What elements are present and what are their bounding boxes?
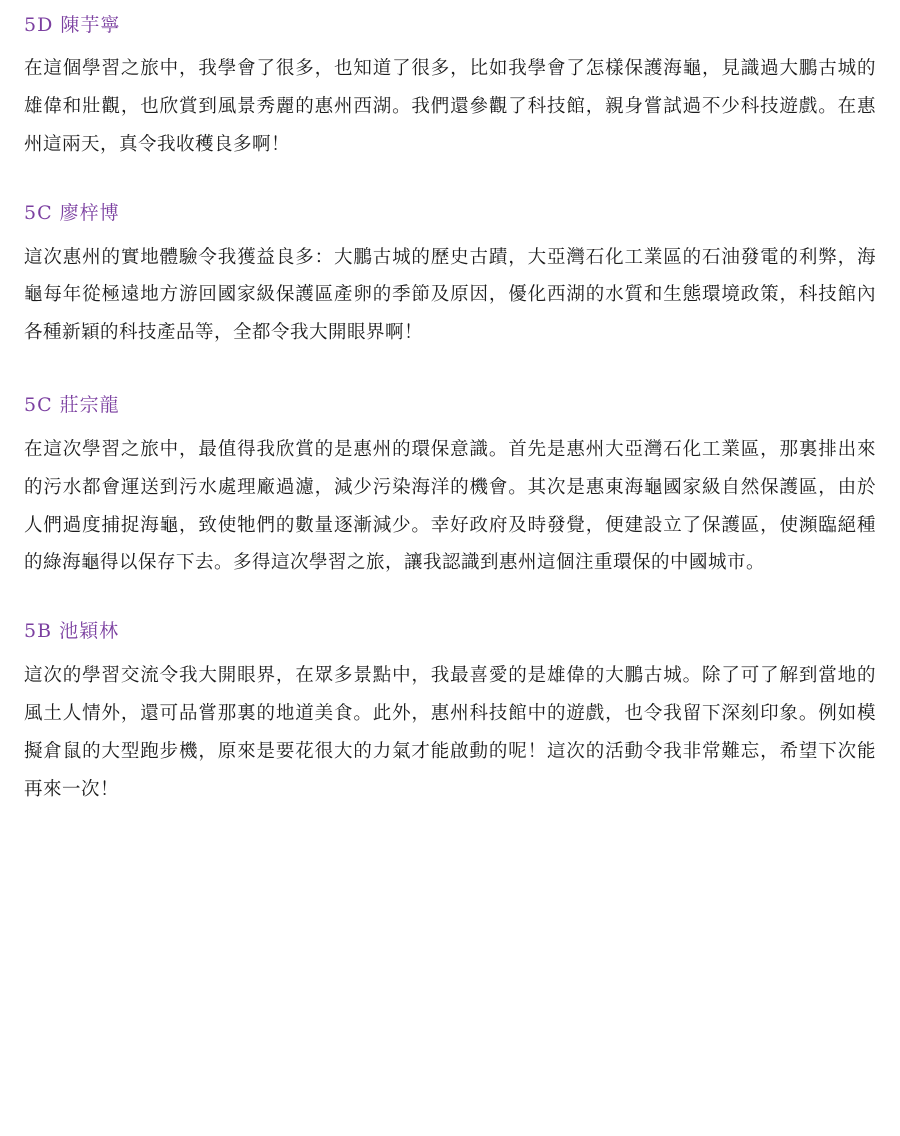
- student-entry: [24, 390, 876, 582]
- entry-class-name: 5C 莊宗龍: [24, 394, 120, 417]
- entry-text: 在這個學習之旅中，我學會了很多，也知道了很多，比如我學會了怎樣保護海龜，見識過大鵬古城的雄偉和壯觀，也欣賞到風景秀麗的惠州西湖。我們還參觀了科技館，親身嘗試過不少科技遊戲。在惠州這兩天，真令我收穫良多啊！: [24, 58, 876, 156]
- entry-text: 這次的學習交流令我大開眼界，在眾多景點中，我最喜愛的是雄偉的大鵬古城。除了可了解到當地的風土人情外，還可品嘗那裏的地道美食。此外，惠州科技館中的遊戲，也令我留下深刻印象。例如模擬倉鼠的大型跑步機，原來是要花很大的力氣才能啟動的呢！這次的活動令我非常難忘，希望下次能再來一次！: [24, 664, 876, 800]
- student-entry: [24, 198, 876, 352]
- entry-class-name: 5C 廖梓博: [24, 202, 120, 225]
- student-entry: [24, 616, 876, 808]
- entry-class-name: 5D 陳芋寧: [24, 14, 121, 36]
- entry-text: 這次惠州的實地體驗令我獲益良多：大鵬古城的歷史古蹟，大亞灣石化工業區的石油發電的利弊，海龜每年從極遠地方游回國家級保護區產卵的季節及原因，優化西湖的水質和生態環境政策，科技館內各種新穎的科技產品等，全都令我大開眼界啊！: [24, 246, 876, 344]
- entry-class-name: 5B 池穎林: [24, 620, 120, 643]
- student-entry: [24, 10, 876, 164]
- entry-text: 在這次學習之旅中，最值得我欣賞的是惠州的環保意識。首先是惠州大亞灣石化工業區，那裏排出來的污水都會運送到污水處理廠過濾，減少污染海洋的機會。其次是惠東海龜國家級自然保護區，由於人們過度捕捉海龜，致使牠們的數量逐漸減少。幸好政府及時發覺，便建設立了保護區，使瀕臨絕種的綠海龜得以保存下去。多得這次學習之旅，讓我認識到惠州這個注重環保的中國城市。: [24, 438, 876, 574]
